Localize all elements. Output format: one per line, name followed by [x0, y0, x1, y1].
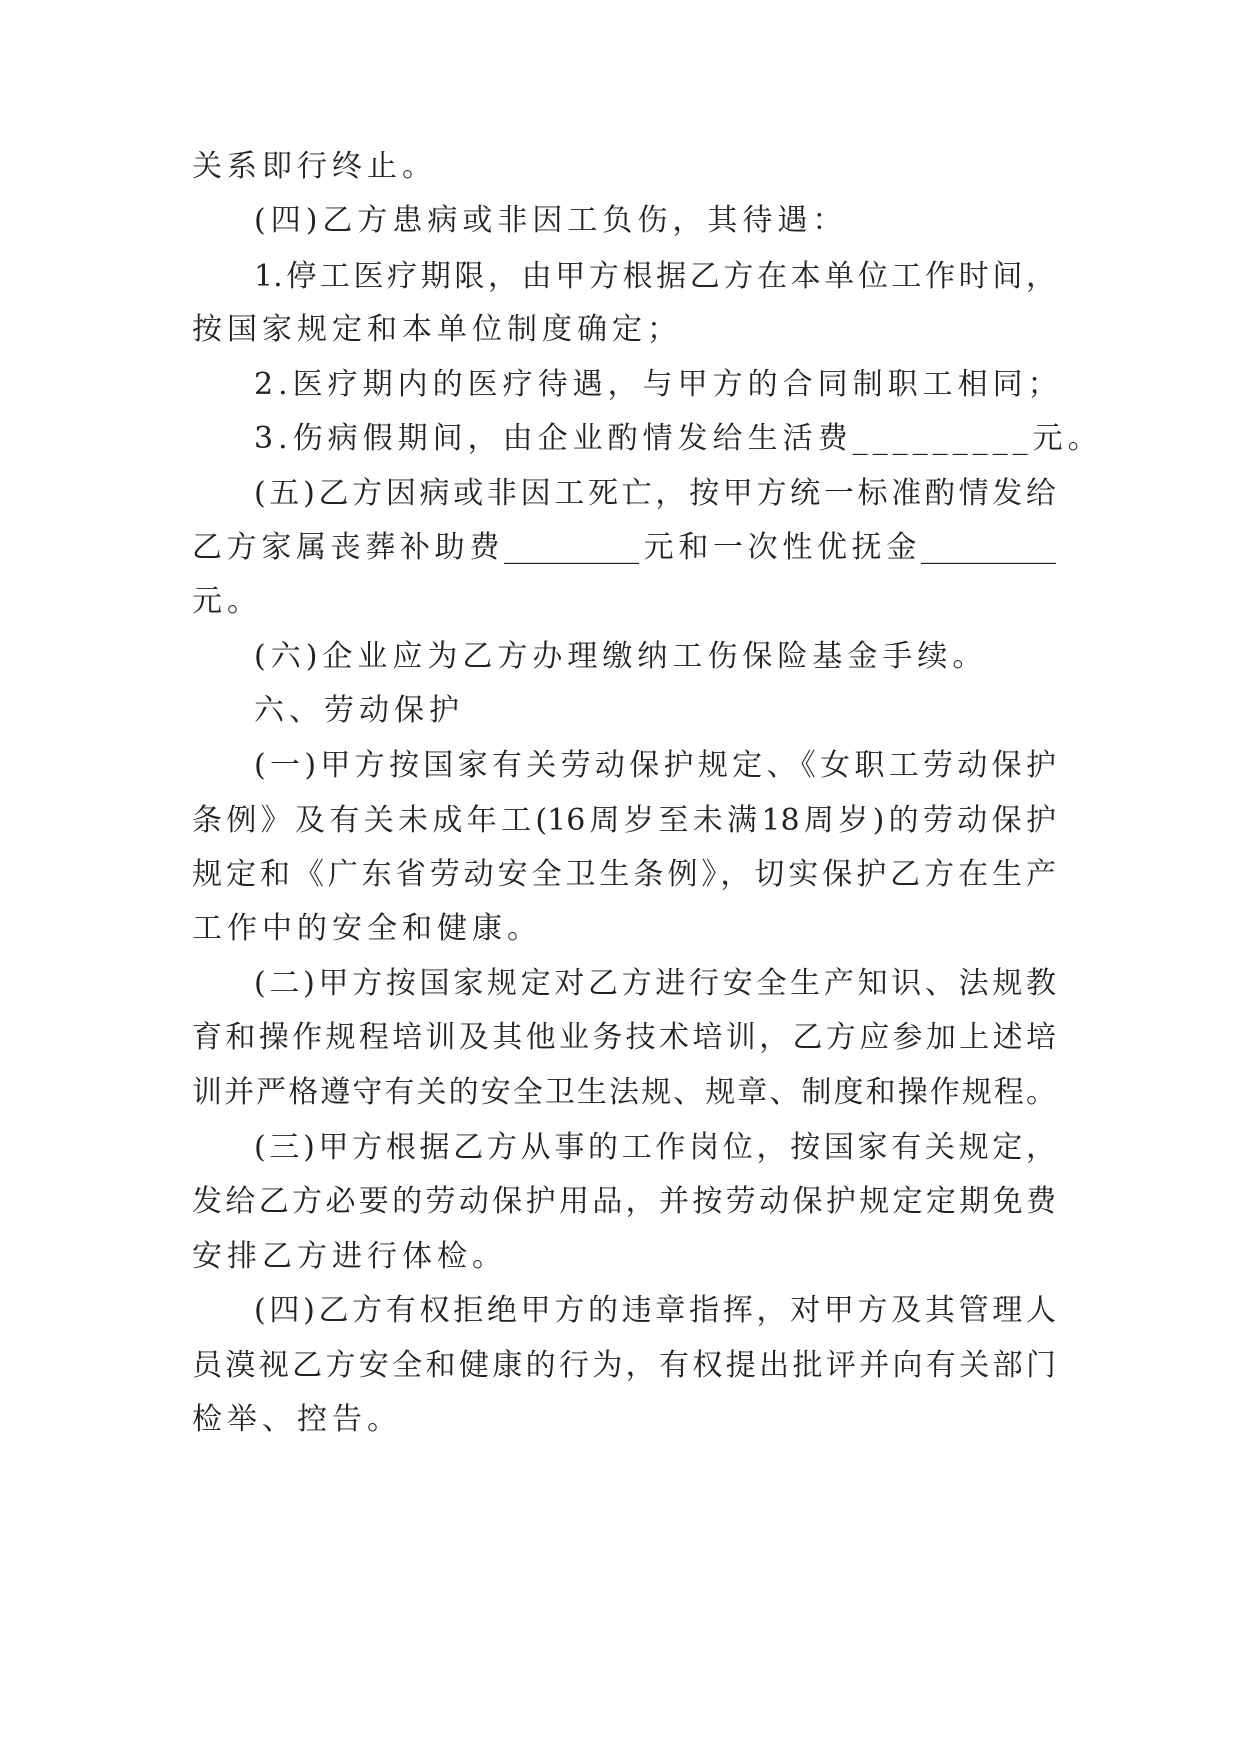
text-line: 乙方家属丧葬补助费_________元和一次性优抚金_________: [192, 530, 1056, 565]
text-line: (三)甲方根据乙方从事的工作岗位，按国家有关规定，: [254, 1130, 1056, 1165]
text-line: (二)甲方按国家规定对乙方进行安全生产知识、法规教: [254, 966, 1056, 1001]
text-line: 1.停工医疗期限，由甲方根据乙方在本单位工作时间，: [254, 259, 1056, 294]
text-line: 按国家规定和本单位制度确定；: [192, 312, 682, 347]
text-line: 安排乙方进行体检。: [192, 1239, 507, 1274]
text-line: 元。: [192, 584, 262, 619]
text-line: 育和操作规程培训及其他业务技术培训，乙方应参加上述培: [192, 1020, 1056, 1055]
text-line: 条例》及有关未成年工(16周岁至未满18周岁)的劳动保护: [192, 803, 1056, 838]
section-heading: 六、劳动保护: [254, 693, 464, 728]
text-line: 工作中的安全和健康。: [192, 911, 542, 946]
text-line: 训并严格遵守有关的安全卫生法规、规章、制度和操作规程。: [192, 1075, 1056, 1110]
text-line: 关系即行终止。: [192, 149, 437, 184]
text-line: (四)乙方有权拒绝甲方的违章指挥，对甲方及其管理人: [254, 1293, 1056, 1328]
text-line: 员漠视乙方安全和健康的行为，有权提出批评并向有关部门: [192, 1348, 1056, 1383]
text-line: 2.医疗期内的医疗待遇，与甲方的合同制职工相同；: [254, 367, 1063, 402]
text-line: 发给乙方必要的劳动保护用品，并按劳动保护规定定期免费: [192, 1184, 1056, 1219]
text-line: 规定和《广东省劳动安全卫生条例》，切实保护乙方在生产: [192, 857, 1056, 892]
text-line: (五)乙方因病或非因工死亡，按甲方统一标准酌情发给: [254, 476, 1056, 511]
text-line: (一)甲方按国家有关劳动保护规定、《女职工劳动保护: [254, 748, 1056, 783]
text-line: (四)乙方患病或非因工负伤，其待遇：: [254, 203, 848, 238]
text-line: 检举、控告。: [192, 1402, 402, 1437]
text-line: (六)企业应为乙方办理缴纳工伤保险基金手续。: [254, 639, 988, 674]
text-line: 3.伤病假期间，由企业酌情发给生活费_________元。: [254, 421, 1103, 456]
